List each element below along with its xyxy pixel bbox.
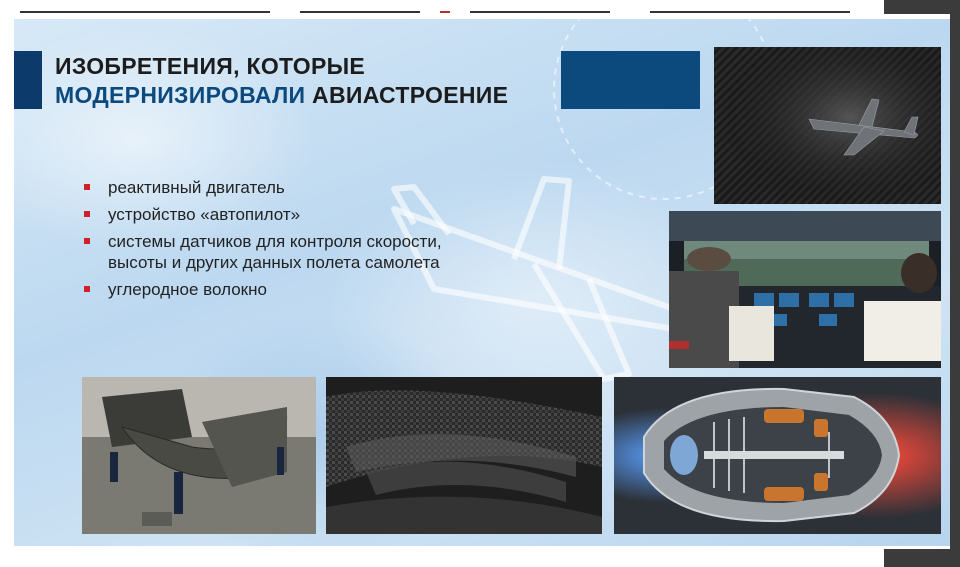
jet-engine-cutaway-photo (614, 377, 941, 534)
slide-title-line1: ИЗОБРЕТЕНИЯ, КОТОРЫЕ (55, 53, 366, 79)
bullet-text: системы датчиков для контроля скорости, (108, 232, 442, 251)
bullet-marker (84, 211, 90, 217)
cockpit-photo (669, 211, 941, 368)
title-accent-bar (14, 51, 42, 109)
slide-title-highlight: МОДЕРНИЗИРОВАЛИ (55, 82, 306, 108)
bullet-text: реактивный двигатель (108, 178, 285, 197)
carbon-fiber-photo (326, 377, 602, 534)
slide-title-rest: АВИАСТРОЕНИЕ (305, 82, 509, 108)
bullet-marker (84, 184, 90, 190)
bullet-list (84, 177, 442, 306)
window-top-strip (0, 0, 884, 14)
bullet-marker (84, 238, 90, 244)
title-bar-right (561, 51, 700, 109)
airplane-on-carbon-photo (714, 47, 941, 204)
bullet-item (84, 231, 442, 273)
bullet-item (84, 279, 442, 300)
bullet-item (84, 177, 442, 198)
bullet-marker (84, 286, 90, 292)
aircraft-fuselage-factory-photo (82, 377, 316, 534)
bullet-text: углеродное волокно (108, 280, 267, 299)
presentation-slide (14, 19, 950, 546)
bullet-text: устройство «автопилот» (108, 205, 301, 224)
slide-title (55, 52, 508, 110)
bullet-item (84, 204, 442, 225)
bullet-text-continued: высоты и других данных полета самолета (108, 253, 440, 272)
